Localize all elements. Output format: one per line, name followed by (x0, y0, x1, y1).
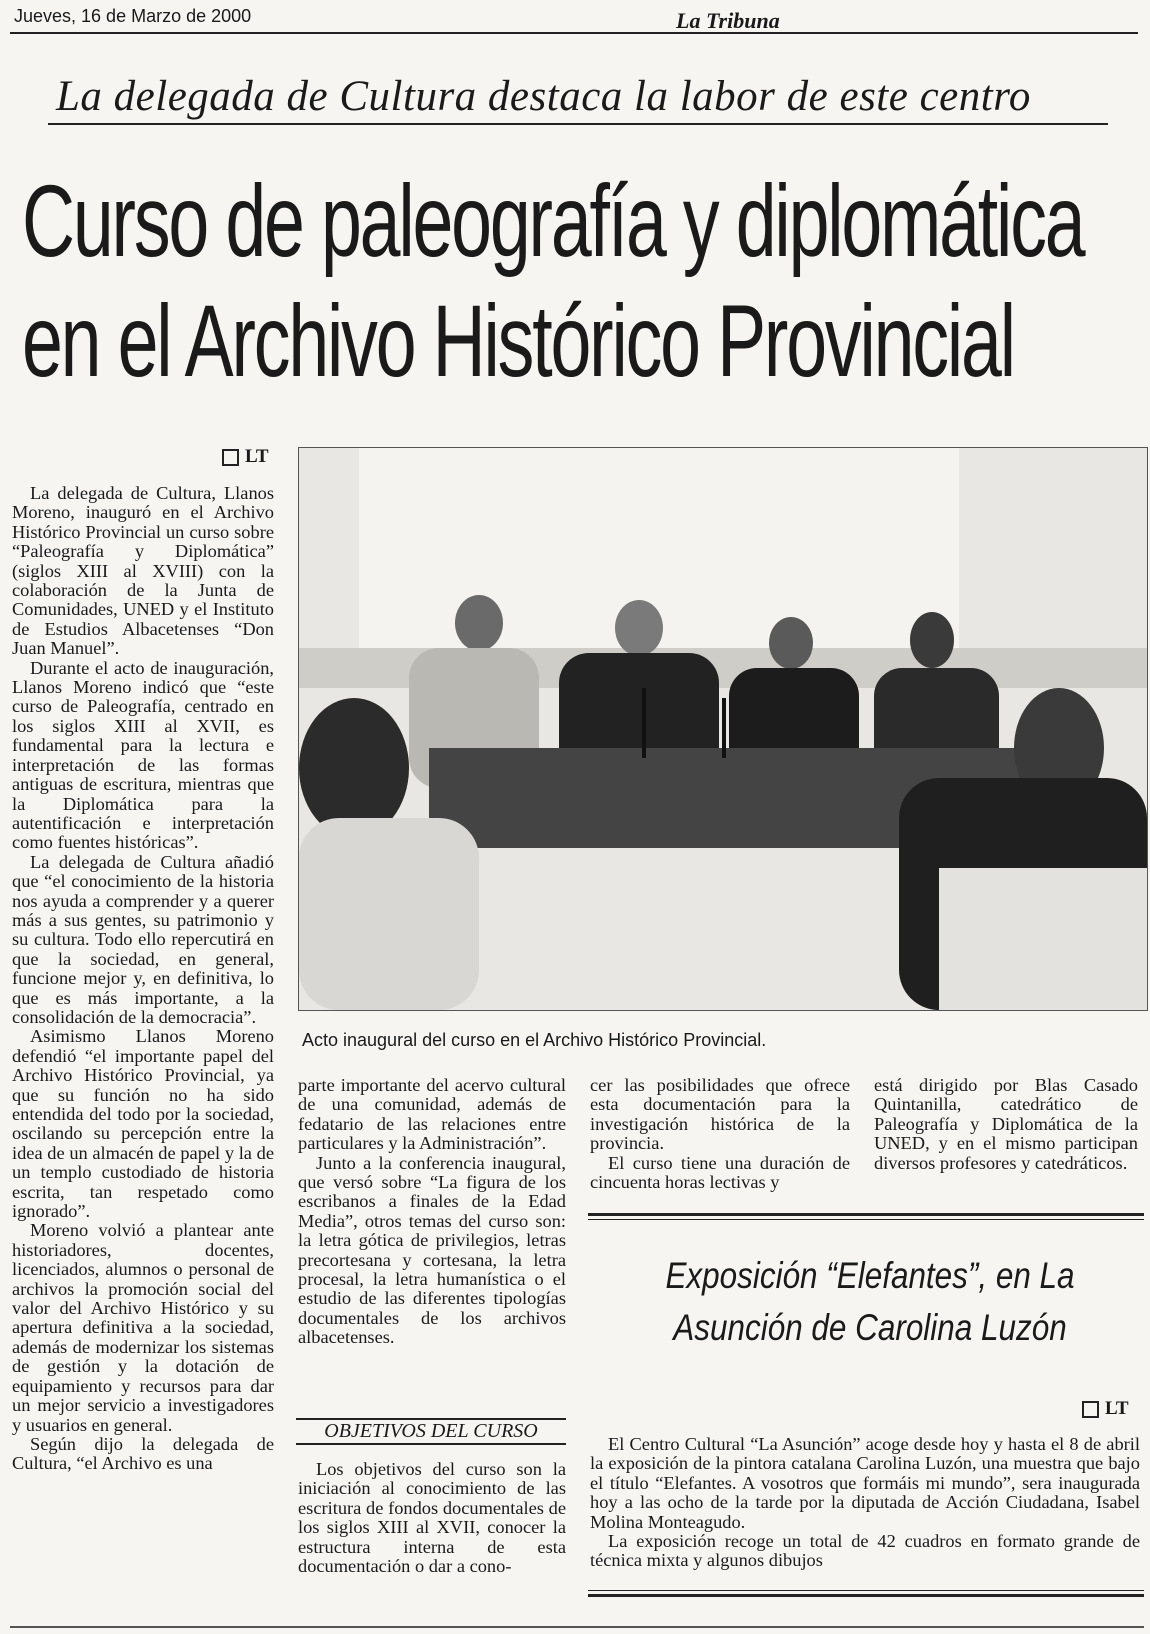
photo-caption: Acto inaugural del curso en el Archivo Histórico Provincial. (302, 1030, 767, 1050)
paragraph: El Centro Cultural “La Asunción” acoge desde hoy y hasta el 8 de abril la exposición de la pintora catalana Carolina Luzón, una muestra que bajo el título “Elefantes. A vosotros que formáis mi mundo”, sera inaugurada hoy a las ocho de la tarde por la diputada de Acción Ciudadana, Isabel Molina Monteagudo. (590, 1434, 1140, 1532)
subhead-text: OBJETIVOS DEL CURSO (324, 1420, 538, 1442)
column-2 (298, 1076, 566, 1348)
paragraph: Durante el acto de inauguración, Llanos Moreno indicó que “este curso de Paleografía, centrado en los siglos XIII al XVII, es fundamental para la lectura e interpretación de las formas antiguas de escritura, mientras que la Diplomática para la autentificación e interpretación como fuentes históricas”. (12, 657, 274, 853)
paragraph: La delegada de Cultura, Llanos Moreno, inauguró en el Archivo Histórico Provincial un curso sobre “Paleografía y Diplomática” (siglos XIII al XVIII) con la colaboración de la Junta de Comunidades, UNED y el Instituto de Estudios Albacetenses “Don Juan Manuel”. (12, 483, 274, 659)
paragraph: Según dijo la delegada de Cultura, “el Archivo es una (12, 1433, 274, 1474)
byline-text: LT (245, 446, 269, 467)
newspaper-name: La Tribuna (676, 8, 780, 33)
byline (222, 446, 269, 468)
header-rule (10, 32, 1138, 34)
column-3 (590, 1076, 850, 1192)
kicker-underline (48, 123, 1108, 125)
headline-line-1: Curso de paleografía y diplomática (22, 164, 1084, 278)
byline-box-icon (1082, 1401, 1099, 1418)
exposicion-top-rule (588, 1213, 1144, 1220)
paragraph: Asimismo Llanos Moreno defendió “el importante papel del Archivo Histórico Provincial, ya que su función no ha sido entendida del todo por la sociedad, oscilando su percepción entre la idea de un almacén de papel y la de un templo custodiado de historia escrita, tan respetado como ignorado”. (12, 1026, 274, 1222)
paragraph: La exposición recoge un total de 42 cuadros en formato grande de técnica mixta y algunos dibujos (590, 1531, 1140, 1571)
exposicion-bottom-rule (588, 1590, 1144, 1597)
paragraph: parte importante del acervo cultural de una comunidad, además de fedatario de las relaciones entre particulares y la Administración”. (298, 1075, 566, 1154)
paragraph: cer las posibilidades que ofrece esta documentación para la investigación histórica de la provincia. (590, 1075, 850, 1154)
paragraph: Junto a la conferencia inaugural, que versó sobre “La figura de los escribanos a finales de la Edad Media”, otros temas del curso son: la letra gótica de privilegios, letras precortesana y cortesana, la letra procesal, la letra humanística o el estudio de las diferentes tipologías documentales de los archivos albacetenses. (298, 1152, 566, 1348)
exposicion-title: Exposición “Elefantes”, en La Asunción de Carolina Luzón (665, 1255, 1075, 1348)
photo-illustration (299, 448, 1147, 1010)
byline-text: LT (1105, 1398, 1129, 1419)
paragraph: Moreno volvió a plantear ante historiadores, docentes, licenciados, alumnos o personal de archivos la promoción social del valor del Archivo Histórico y su apertura definitiva a la sociedad, además de modernizar los sistemas de gestión y la dotación de equipamiento y recursos para dar un mejor servicio a investigadores y usuarios en general. (12, 1220, 274, 1435)
column-1 (12, 484, 274, 1474)
header-date: Jueves, 16 de Marzo de 2000 (14, 6, 252, 26)
column-2-continued (298, 1460, 566, 1576)
column-4 (874, 1076, 1138, 1173)
page-bottom-rule (10, 1626, 1144, 1628)
exposicion-text (590, 1435, 1140, 1571)
subhead-rule-bottom (296, 1443, 566, 1445)
paragraph: Los objetivos del curso son la iniciación al conocimiento de las escritura de fondos documentales de los siglos XIII al XVII, conocer la estructura interna de esta documentación o dar a cono- (298, 1459, 566, 1577)
byline-box-icon (222, 449, 239, 466)
subhead-objetivos (296, 1418, 566, 1445)
kicker: La delegada de Cultura destaca la labor de este centro (56, 73, 1031, 120)
headline-line-2: en el Archivo Histórico Provincial (22, 284, 1014, 398)
paragraph: está dirigido por Blas Casado Quintanilla, catedrático de Paleografía y Diplomática de la UNED, y en el mismo participan diversos profesores y catedráticos. (874, 1075, 1138, 1173)
paragraph: La delegada de Cultura añadió que “el conocimiento de la historia nos ayuda a comprender y a querer más a sus gentes, su patrimonio y su cultura. Todo ello repercutirá en que la sociedad, en general, funcione mejor y, en definitiva, lo que es más importante, a la consolidación de la democracia”. (12, 851, 274, 1027)
news-photo (298, 447, 1148, 1011)
exposicion-byline (1082, 1398, 1129, 1420)
paragraph: El curso tiene una duración de cincuenta horas lectivas y (590, 1152, 850, 1193)
